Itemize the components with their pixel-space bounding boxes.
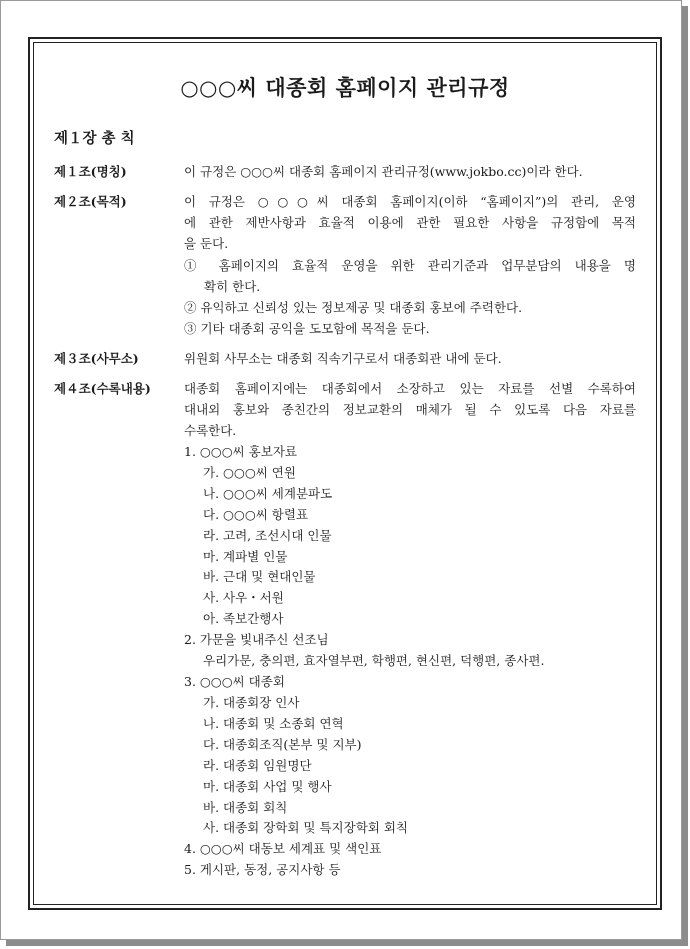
list-subitem: 나. ○○○씨 세계분파도 (203, 486, 333, 501)
list-item-3: 3. ○○○씨 대종회 (184, 674, 285, 689)
list-subitem: 사. 사우・서원 (203, 590, 284, 605)
article-1-label: 제１조(명칭) (54, 164, 127, 179)
list-item-5: 5. 게시판, 동정, 공지사항 등 (184, 862, 341, 877)
list-subitem: 가. 대종회장 인사 (203, 695, 300, 710)
list-subitem: 다. ○○○씨 항렬표 (203, 507, 309, 522)
article-4-line: 대종회 홈페이지에는 대종회에서 소장하고 있는 자료를 선별 수록하여 (184, 381, 636, 396)
list-subitem: 아. 족보간행사 (203, 611, 284, 626)
list-subitem: 라. 고려, 조선시대 인물 (203, 528, 332, 543)
article-2-item-1-cont: 확히 한다. (204, 279, 261, 294)
article-2-line: 이 규정은 ○○○씨 대종회 홈페이지(이하 “홈페이지”)의 관리, 운영 (184, 194, 636, 209)
list-subitem: 다. 대종회조직(본부 및 지부) (203, 737, 362, 752)
list-subitem: 마. 대종회 사업 및 행사 (203, 779, 332, 794)
list-subitem: 라. 대종회 임원명단 (203, 758, 312, 773)
article-2-line: 에 관한 제반사항과 효율적 이용에 관한 필요한 사항을 규정함에 목적 (184, 215, 636, 230)
article-4-label: 제４조(수록내용) (54, 381, 151, 396)
list-subitem: 마. 계파별 인물 (203, 549, 288, 564)
list-subitem: 나. 대종회 및 소종회 연혁 (203, 716, 344, 731)
article-4-line: 수록한다. (184, 423, 237, 438)
list-item-1: 1. ○○○씨 홍보자료 (184, 444, 297, 459)
page-shadow-bottom (6, 940, 688, 946)
list-subitem: 바. 근대 및 현대인물 (203, 569, 316, 584)
article-1-text: 이 규정은 ○○○씨 대종회 홈페이지 관리규정(www.jokbo.cc)이라 한다. (184, 164, 583, 179)
article-4-line: 대내외 홍보와 종친간의 정보교환의 매체가 될 수 있도록 다음 자료를 (184, 402, 636, 417)
list-item-2-content: 우리가문, 충의편, 효자열부편, 학행편, 현신편, 덕행편, 종사편. (203, 653, 545, 668)
document-title: ○○○씨 대종회 홈페이지 관리규정 (180, 76, 510, 100)
list-item-2: 2. 가문을 빛내주신 선조님 (184, 632, 329, 647)
list-item-4: 4. ○○○씨 대동보 세계표 및 색인표 (184, 841, 382, 856)
chapter-heading: 제１장 총 칙 (54, 131, 135, 147)
article-2-label: 제２조(목적) (54, 194, 127, 209)
article-3-text: 위원회 사무소는 대종회 직속기구로서 대종회관 내에 둔다. (184, 351, 502, 366)
article-2-item-1: ① 홈페이지의 효율적 운영을 위한 관리기준과 업무분담의 내용을 명 (184, 258, 636, 273)
list-subitem: 가. ○○○씨 연원 (203, 465, 296, 480)
article-2-item-3: ③ 기타 대종회 공익을 도모함에 목적을 둔다. (184, 321, 430, 336)
page-shadow-right (682, 6, 688, 946)
list-subitem: 사. 대종회 장학회 및 특지장학회 회칙 (203, 820, 408, 835)
article-2-item-2: ② 유익하고 신뢰성 있는 정보제공 및 대종회 홍보에 주력한다. (184, 300, 523, 315)
list-subitem: 바. 대종회 회칙 (203, 800, 288, 815)
article-2-line: 을 둔다. (184, 236, 229, 251)
article-3-label: 제３조(사무소) (54, 351, 139, 366)
